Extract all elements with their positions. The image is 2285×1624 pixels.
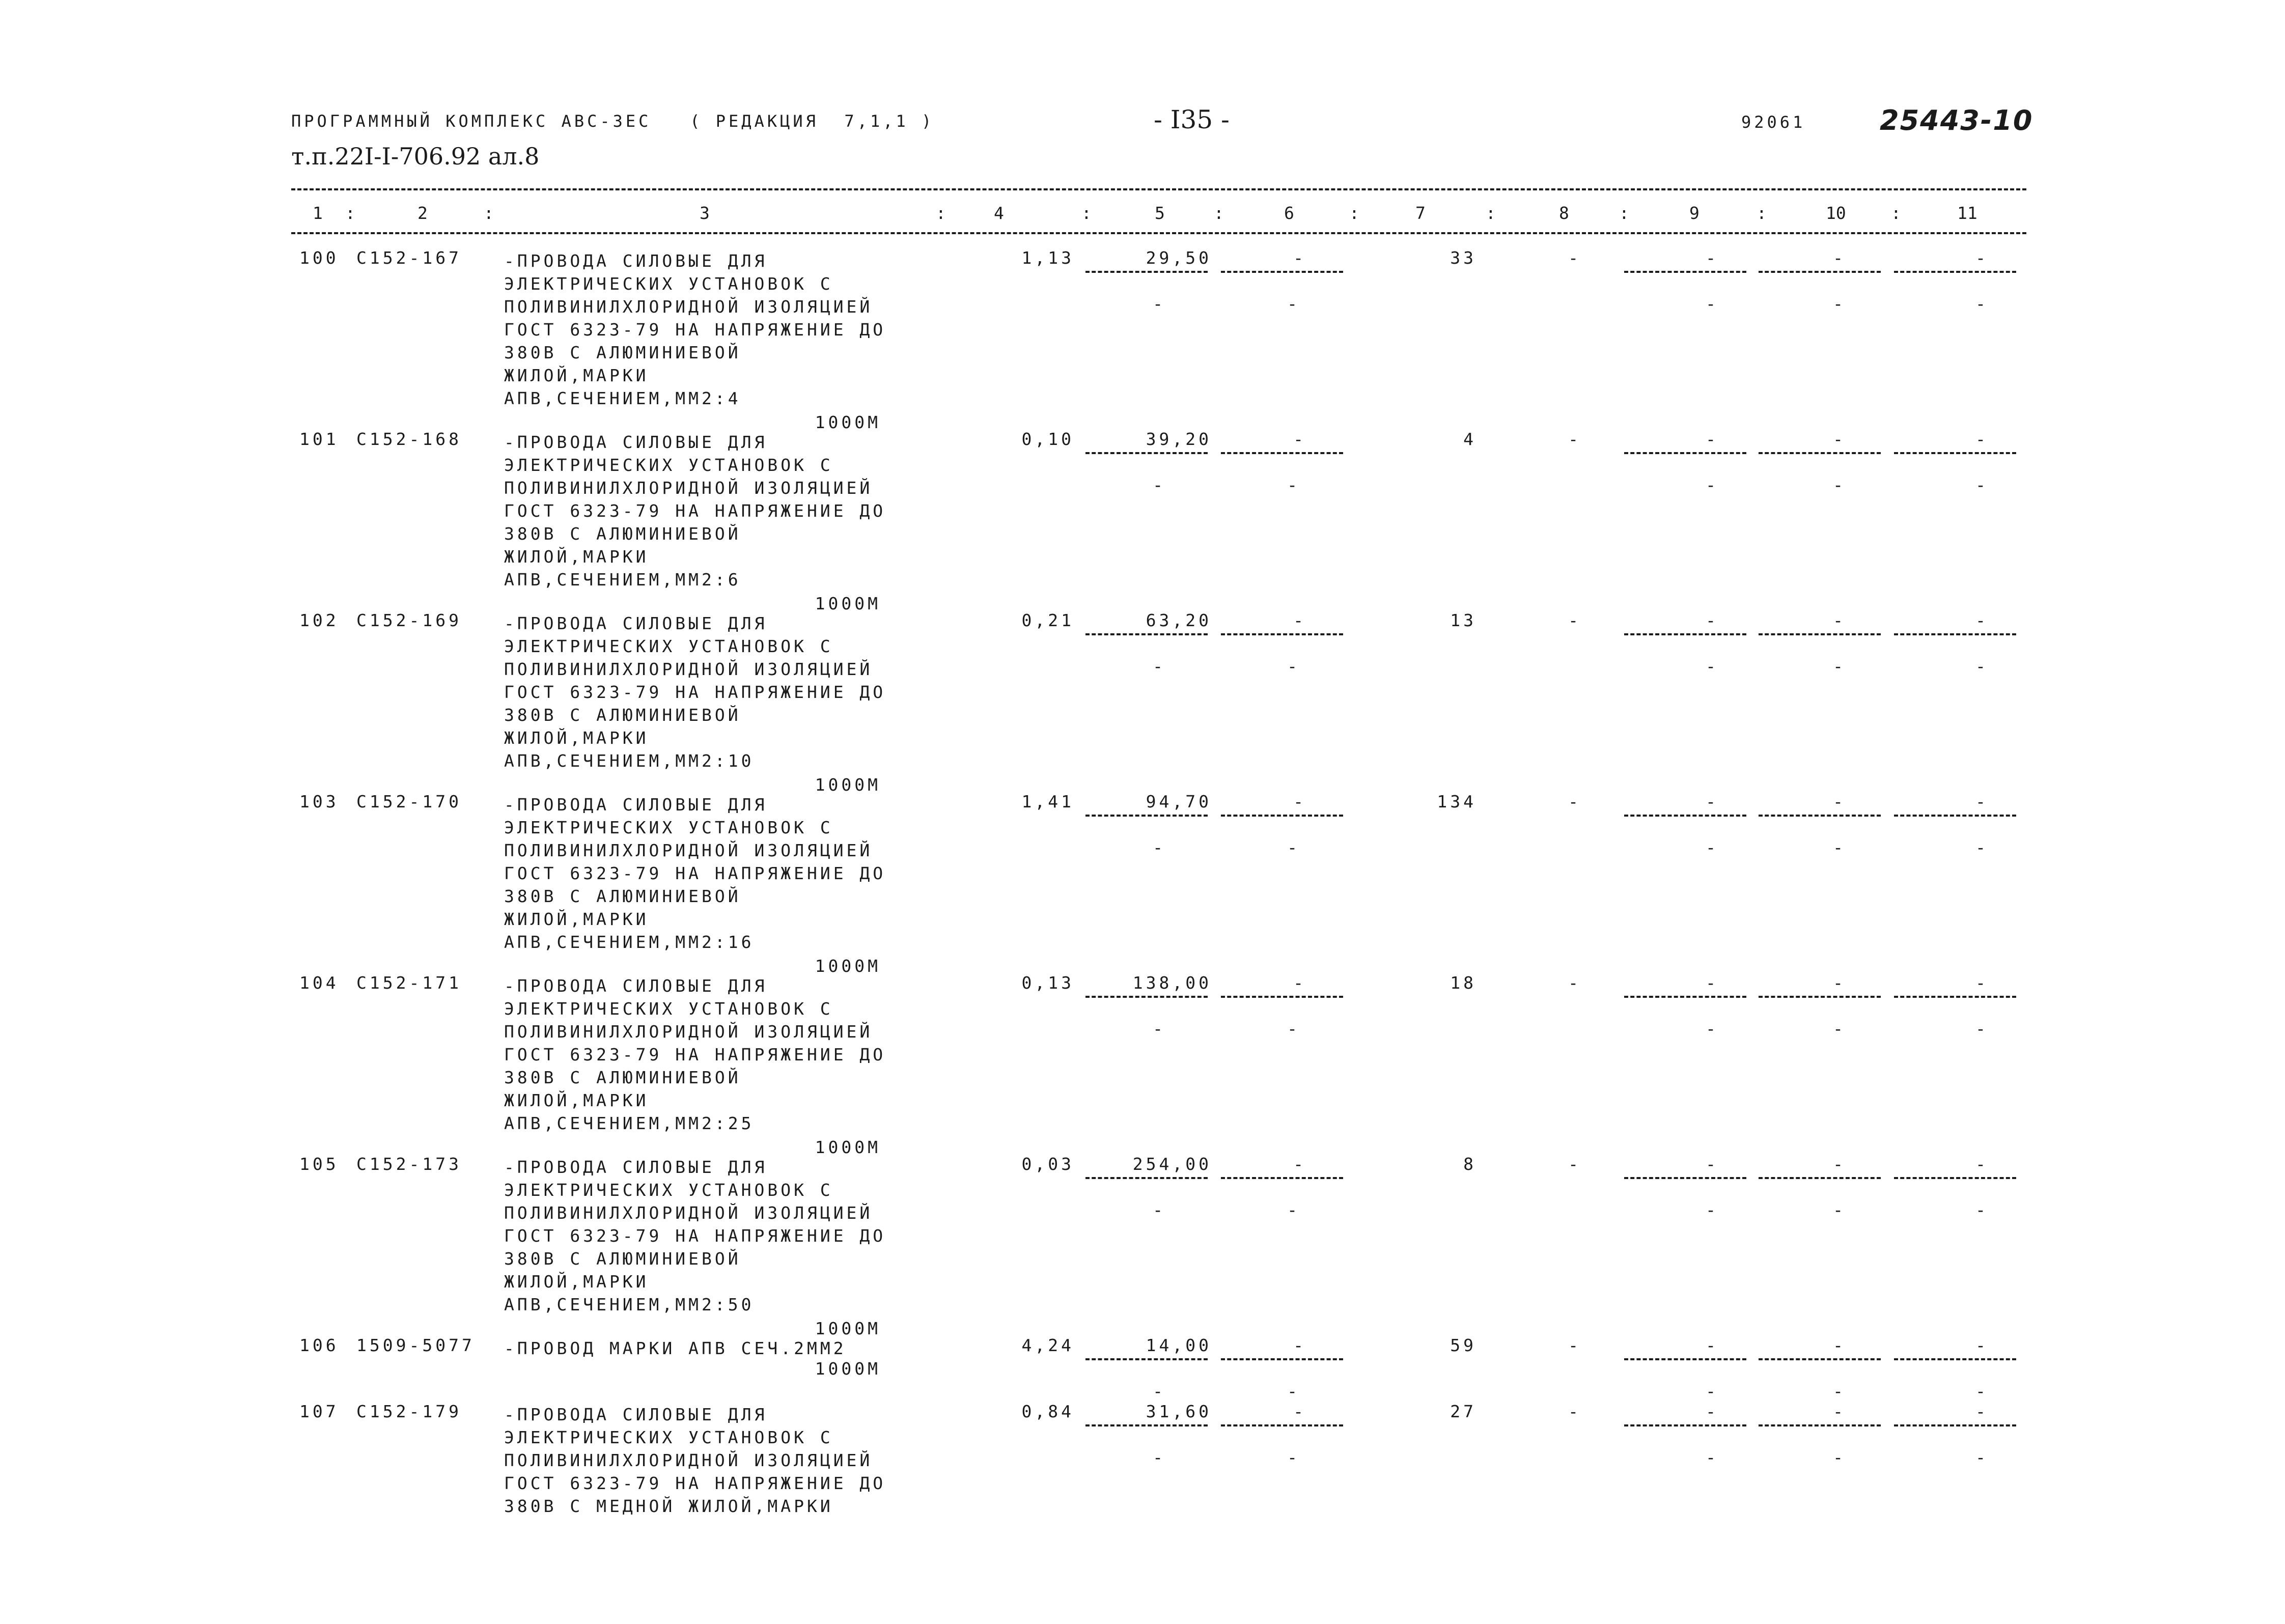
col6-lower-value: - <box>1287 837 1297 857</box>
col5-lower-value: - <box>1153 1381 1163 1401</box>
column-number-1: 1 <box>313 203 323 223</box>
col10-lower-value: - <box>1833 1200 1843 1220</box>
col9-lower-value: - <box>1706 475 1716 495</box>
unit-of-measure: 1000М <box>815 775 881 795</box>
top-rule <box>291 188 2026 190</box>
row-number: 103 <box>299 792 339 811</box>
column-separator: : <box>1486 203 1496 223</box>
resource-code: C152-169 <box>356 610 462 630</box>
column-separator: : <box>1619 203 1629 223</box>
row-number: 100 <box>299 248 339 268</box>
resource-code: C152-173 <box>356 1154 462 1174</box>
col10-value: - <box>1833 973 1843 993</box>
col8-value: - <box>1568 973 1578 993</box>
column-number-2: 2 <box>417 203 428 223</box>
col6-lower-value: - <box>1287 1019 1297 1039</box>
col9-lower-value: - <box>1706 1019 1716 1039</box>
subtotal-divider <box>1894 1424 2016 1426</box>
column-number-5: 5 <box>1155 203 1165 223</box>
unit-price: 31,60 <box>1146 1402 1212 1421</box>
col10-value: - <box>1833 610 1843 630</box>
subtotal-divider <box>1624 1177 1746 1179</box>
quantity: 4,24 <box>1021 1335 1074 1355</box>
col11-lower-value: - <box>1975 475 1986 495</box>
resource-code: C152-179 <box>356 1402 462 1421</box>
subtotal-divider <box>1894 452 2016 454</box>
col7-value: 13 <box>1450 610 1476 630</box>
subtotal-divider <box>1624 815 1746 817</box>
subtotal-divider <box>1624 633 1746 635</box>
unit-of-measure: 1000М <box>815 1137 881 1157</box>
col11-value: - <box>1975 1402 1986 1421</box>
subtotal-divider <box>1085 1424 1208 1426</box>
col8-value: - <box>1568 610 1578 630</box>
col11-lower-value: - <box>1975 1381 1986 1401</box>
col9-lower-value: - <box>1706 656 1716 676</box>
handwritten-stamp: 25443-10 <box>1880 104 2033 136</box>
unit-price: 94,70 <box>1146 792 1212 811</box>
quantity: 0,21 <box>1021 610 1074 630</box>
column-number-8: 8 <box>1559 203 1569 223</box>
quantity: 0,03 <box>1021 1154 1074 1174</box>
subtotal-divider <box>1085 271 1208 273</box>
col10-lower-value: - <box>1833 294 1843 314</box>
col6-lower-value: - <box>1287 1447 1297 1467</box>
col9-value: - <box>1706 792 1716 811</box>
subtotal-divider <box>1894 633 2016 635</box>
col7-value: 27 <box>1450 1402 1476 1421</box>
subtotal-divider <box>1759 452 1881 454</box>
col11-value: - <box>1975 1154 1986 1174</box>
column-number-3: 3 <box>700 203 710 223</box>
subtotal-divider <box>1085 452 1208 454</box>
header-rule <box>291 232 2026 234</box>
row-number: 105 <box>299 1154 339 1174</box>
col7-value: 59 <box>1450 1335 1476 1355</box>
column-number-9: 9 <box>1689 203 1699 223</box>
subtotal-divider <box>1085 815 1208 817</box>
subtotal-divider <box>1759 633 1881 635</box>
unit-of-measure: 1000М <box>815 1359 881 1379</box>
resource-code: C152-171 <box>356 973 462 993</box>
column-separator: : <box>484 203 494 223</box>
col6-lower-value: - <box>1287 294 1297 314</box>
col9-value: - <box>1706 429 1716 449</box>
subtotal-divider <box>1085 996 1208 998</box>
col11-lower-value: - <box>1975 1200 1986 1220</box>
col5-lower-value: - <box>1153 294 1163 314</box>
col9-value: - <box>1706 1335 1716 1355</box>
column-separator: : <box>1757 203 1767 223</box>
document-code: 92061 <box>1741 113 1806 132</box>
col9-value: - <box>1706 1154 1716 1174</box>
subtotal-divider <box>1085 1177 1208 1179</box>
row-number: 104 <box>299 973 339 993</box>
col8-value: - <box>1568 429 1578 449</box>
column-separator: : <box>1214 203 1224 223</box>
subtotal-divider <box>1221 1358 1343 1360</box>
subtotal-divider <box>1759 1177 1881 1179</box>
subtotal-divider <box>1221 271 1343 273</box>
resource-description: -ПРОВОДА СИЛОВЫЕ ДЛЯ ЭЛЕКТРИЧЕСКИХ УСТАНОВОК С ПОЛИВИНИЛХЛОРИДНОЙ ИЗОЛЯЦИЕЙ ГОСТ 6323-79 НА НАПРЯЖЕНИЕ ДО 380В С МЕДНОЙ ЖИЛОЙ,МАРКИ <box>504 1405 886 1516</box>
subtotal-divider <box>1221 815 1343 817</box>
col7-value: 8 <box>1463 1154 1476 1174</box>
col9-lower-value: - <box>1706 294 1716 314</box>
col10-value: - <box>1833 792 1843 811</box>
subtotal-divider <box>1624 1424 1746 1426</box>
col10-value: - <box>1833 1154 1843 1174</box>
subtotal-divider <box>1894 815 2016 817</box>
col8-value: - <box>1568 1335 1578 1355</box>
column-number-7: 7 <box>1415 203 1426 223</box>
col9-value: - <box>1706 1402 1716 1421</box>
row-number: 102 <box>299 610 339 630</box>
row-number: 107 <box>299 1402 339 1421</box>
row-number: 101 <box>299 429 339 449</box>
col6-value: - <box>1293 1154 1303 1174</box>
col8-value: - <box>1568 248 1578 268</box>
subtotal-divider <box>1624 1358 1746 1360</box>
document-subtitle: т.п.22I-I-706.92 ал.8 <box>291 143 540 170</box>
col11-lower-value: - <box>1975 656 1986 676</box>
col8-value: - <box>1568 792 1578 811</box>
col5-lower-value: - <box>1153 837 1163 857</box>
col6-lower-value: - <box>1287 1200 1297 1220</box>
col10-value: - <box>1833 1402 1843 1421</box>
unit-price: 63,20 <box>1146 610 1212 630</box>
col9-value: - <box>1706 973 1716 993</box>
col9-lower-value: - <box>1706 1200 1716 1220</box>
unit-price: 14,00 <box>1146 1335 1212 1355</box>
col7-value: 134 <box>1437 792 1476 811</box>
quantity: 0,13 <box>1021 973 1074 993</box>
quantity: 0,84 <box>1021 1402 1074 1421</box>
subtotal-divider <box>1894 1177 2016 1179</box>
subtotal-divider <box>1624 452 1746 454</box>
subtotal-divider <box>1894 996 2016 998</box>
subtotal-divider <box>1221 452 1343 454</box>
col11-value: - <box>1975 792 1986 811</box>
resource-description: -ПРОВОДА СИЛОВЫЕ ДЛЯ ЭЛЕКТРИЧЕСКИХ УСТАНОВОК С ПОЛИВИНИЛХЛОРИДНОЙ ИЗОЛЯЦИЕЙ ГОСТ 6323-79 НА НАПРЯЖЕНИЕ ДО 380В С АЛЮМИНИЕВОЙ ЖИЛОЙ,МАРКИ АПВ,СЕЧЕНИЕМ,ММ2:16 <box>504 795 886 952</box>
column-separator: : <box>1891 203 1901 223</box>
col6-value: - <box>1293 429 1303 449</box>
col6-lower-value: - <box>1287 475 1297 495</box>
page-number: - I35 - <box>1154 105 1230 134</box>
column-number-11: 11 <box>1957 203 1977 223</box>
col11-value: - <box>1975 429 1986 449</box>
column-separator: : <box>1349 203 1359 223</box>
col5-lower-value: - <box>1153 475 1163 495</box>
unit-price: 29,50 <box>1146 248 1212 268</box>
col9-lower-value: - <box>1706 1447 1716 1467</box>
col10-lower-value: - <box>1833 1019 1843 1039</box>
col11-lower-value: - <box>1975 294 1986 314</box>
col11-value: - <box>1975 610 1986 630</box>
col10-lower-value: - <box>1833 475 1843 495</box>
col10-lower-value: - <box>1833 656 1843 676</box>
resource-code: C152-167 <box>356 248 462 268</box>
unit-price: 254,00 <box>1132 1154 1212 1174</box>
quantity: 1,41 <box>1021 792 1074 811</box>
col6-value: - <box>1293 248 1303 268</box>
col5-lower-value: - <box>1153 656 1163 676</box>
col11-lower-value: - <box>1975 1019 1986 1039</box>
col6-value: - <box>1293 1335 1303 1355</box>
unit-of-measure: 1000М <box>815 956 881 976</box>
resource-description: -ПРОВОДА СИЛОВЫЕ ДЛЯ ЭЛЕКТРИЧЕСКИХ УСТАНОВОК С ПОЛИВИНИЛХЛОРИДНОЙ ИЗОЛЯЦИЕЙ ГОСТ 6323-79 НА НАПРЯЖЕНИЕ ДО 380В С АЛЮМИНИЕВОЙ ЖИЛОЙ,МАРКИ АПВ,СЕЧЕНИЕМ,ММ2:50 <box>504 1157 886 1314</box>
resource-description: -ПРОВОД МАРКИ АПВ СЕЧ.2ММ2 <box>504 1338 847 1358</box>
column-number-6: 6 <box>1284 203 1294 223</box>
col9-lower-value: - <box>1706 837 1716 857</box>
subtotal-divider <box>1221 1424 1343 1426</box>
col11-value: - <box>1975 1335 1986 1355</box>
col10-value: - <box>1833 248 1843 268</box>
col7-value: 33 <box>1450 248 1476 268</box>
subtotal-divider <box>1085 1358 1208 1360</box>
subtotal-divider <box>1624 996 1746 998</box>
column-separator: : <box>1081 203 1092 223</box>
col11-lower-value: - <box>1975 1447 1986 1467</box>
column-separator: : <box>345 203 355 223</box>
col6-lower-value: - <box>1287 1381 1297 1401</box>
col6-lower-value: - <box>1287 656 1297 676</box>
col10-lower-value: - <box>1833 837 1843 857</box>
resource-description: -ПРОВОДА СИЛОВЫЕ ДЛЯ ЭЛЕКТРИЧЕСКИХ УСТАНОВОК С ПОЛИВИНИЛХЛОРИДНОЙ ИЗОЛЯЦИЕЙ ГОСТ 6323-79 НА НАПРЯЖЕНИЕ ДО 380В С АЛЮМИНИЕВОЙ ЖИЛОЙ,МАРКИ АПВ,СЕЧЕНИЕМ,ММ2:10 <box>504 613 886 771</box>
column-separator: : <box>936 203 946 223</box>
col6-value: - <box>1293 610 1303 630</box>
resource-description: -ПРОВОДА СИЛОВЫЕ ДЛЯ ЭЛЕКТРИЧЕСКИХ УСТАНОВОК С ПОЛИВИНИЛХЛОРИДНОЙ ИЗОЛЯЦИЕЙ ГОСТ 6323-79 НА НАПРЯЖЕНИЕ ДО 380В С АЛЮМИНИЕВОЙ ЖИЛОЙ,МАРКИ АПВ,СЕЧЕНИЕМ,ММ2:25 <box>504 976 886 1133</box>
subtotal-divider <box>1221 1177 1343 1179</box>
quantity: 1,13 <box>1021 248 1074 268</box>
col8-value: - <box>1568 1154 1578 1174</box>
resource-code: C152-170 <box>356 792 462 811</box>
unit-of-measure: 1000М <box>815 412 881 432</box>
column-number-10: 10 <box>1826 203 1846 223</box>
row-number: 106 <box>299 1335 339 1355</box>
col6-value: - <box>1293 1402 1303 1421</box>
col10-lower-value: - <box>1833 1447 1843 1467</box>
col6-value: - <box>1293 973 1303 993</box>
col7-value: 18 <box>1450 973 1476 993</box>
col5-lower-value: - <box>1153 1447 1163 1467</box>
col10-value: - <box>1833 1335 1843 1355</box>
col10-value: - <box>1833 429 1843 449</box>
unit-of-measure: 1000М <box>815 594 881 613</box>
unit-price: 138,00 <box>1132 973 1212 993</box>
subtotal-divider <box>1759 1424 1881 1426</box>
subtotal-divider <box>1894 1358 2016 1360</box>
resource-description: -ПРОВОДА СИЛОВЫЕ ДЛЯ ЭЛЕКТРИЧЕСКИХ УСТАНОВОК С ПОЛИВИНИЛХЛОРИДНОЙ ИЗОЛЯЦИЕЙ ГОСТ 6323-79 НА НАПРЯЖЕНИЕ ДО 380В С АЛЮМИНИЕВОЙ ЖИЛОЙ,МАРКИ АПВ,СЕЧЕНИЕМ,ММ2:6 <box>504 432 886 590</box>
col8-value: - <box>1568 1402 1578 1421</box>
subtotal-divider <box>1759 996 1881 998</box>
subtotal-divider <box>1759 815 1881 817</box>
subtotal-divider <box>1894 271 2016 273</box>
col7-value: 4 <box>1463 429 1476 449</box>
subtotal-divider <box>1221 996 1343 998</box>
subtotal-divider <box>1759 271 1881 273</box>
column-number-4: 4 <box>994 203 1004 223</box>
subtotal-divider <box>1085 633 1208 635</box>
subtotal-divider <box>1221 633 1343 635</box>
col5-lower-value: - <box>1153 1019 1163 1039</box>
col10-lower-value: - <box>1833 1381 1843 1401</box>
unit-price: 39,20 <box>1146 429 1212 449</box>
col5-lower-value: - <box>1153 1200 1163 1220</box>
col9-value: - <box>1706 248 1716 268</box>
subtotal-divider <box>1759 1358 1881 1360</box>
col11-lower-value: - <box>1975 837 1986 857</box>
resource-code: C152-168 <box>356 429 462 449</box>
col6-value: - <box>1293 792 1303 811</box>
unit-of-measure: 1000М <box>815 1319 881 1338</box>
subtotal-divider <box>1624 271 1746 273</box>
resource-code: 1509-5077 <box>356 1335 475 1355</box>
col11-value: - <box>1975 248 1986 268</box>
col11-value: - <box>1975 973 1986 993</box>
resource-description: -ПРОВОДА СИЛОВЫЕ ДЛЯ ЭЛЕКТРИЧЕСКИХ УСТАНОВОК С ПОЛИВИНИЛХЛОРИДНОЙ ИЗОЛЯЦИЕЙ ГОСТ 6323-79 НА НАПРЯЖЕНИЕ ДО 380В С АЛЮМИНИЕВОЙ ЖИЛОЙ,МАРКИ АПВ,СЕЧЕНИЕМ,ММ2:4 <box>504 251 886 408</box>
quantity: 0,10 <box>1021 429 1074 449</box>
col9-value: - <box>1706 610 1716 630</box>
program-header: ПРОГРАММНЫЙ КОМПЛЕКС АВС-3ЕС ( РЕДАКЦИЯ 7,1,1 ) <box>291 111 935 131</box>
col9-lower-value: - <box>1706 1381 1716 1401</box>
